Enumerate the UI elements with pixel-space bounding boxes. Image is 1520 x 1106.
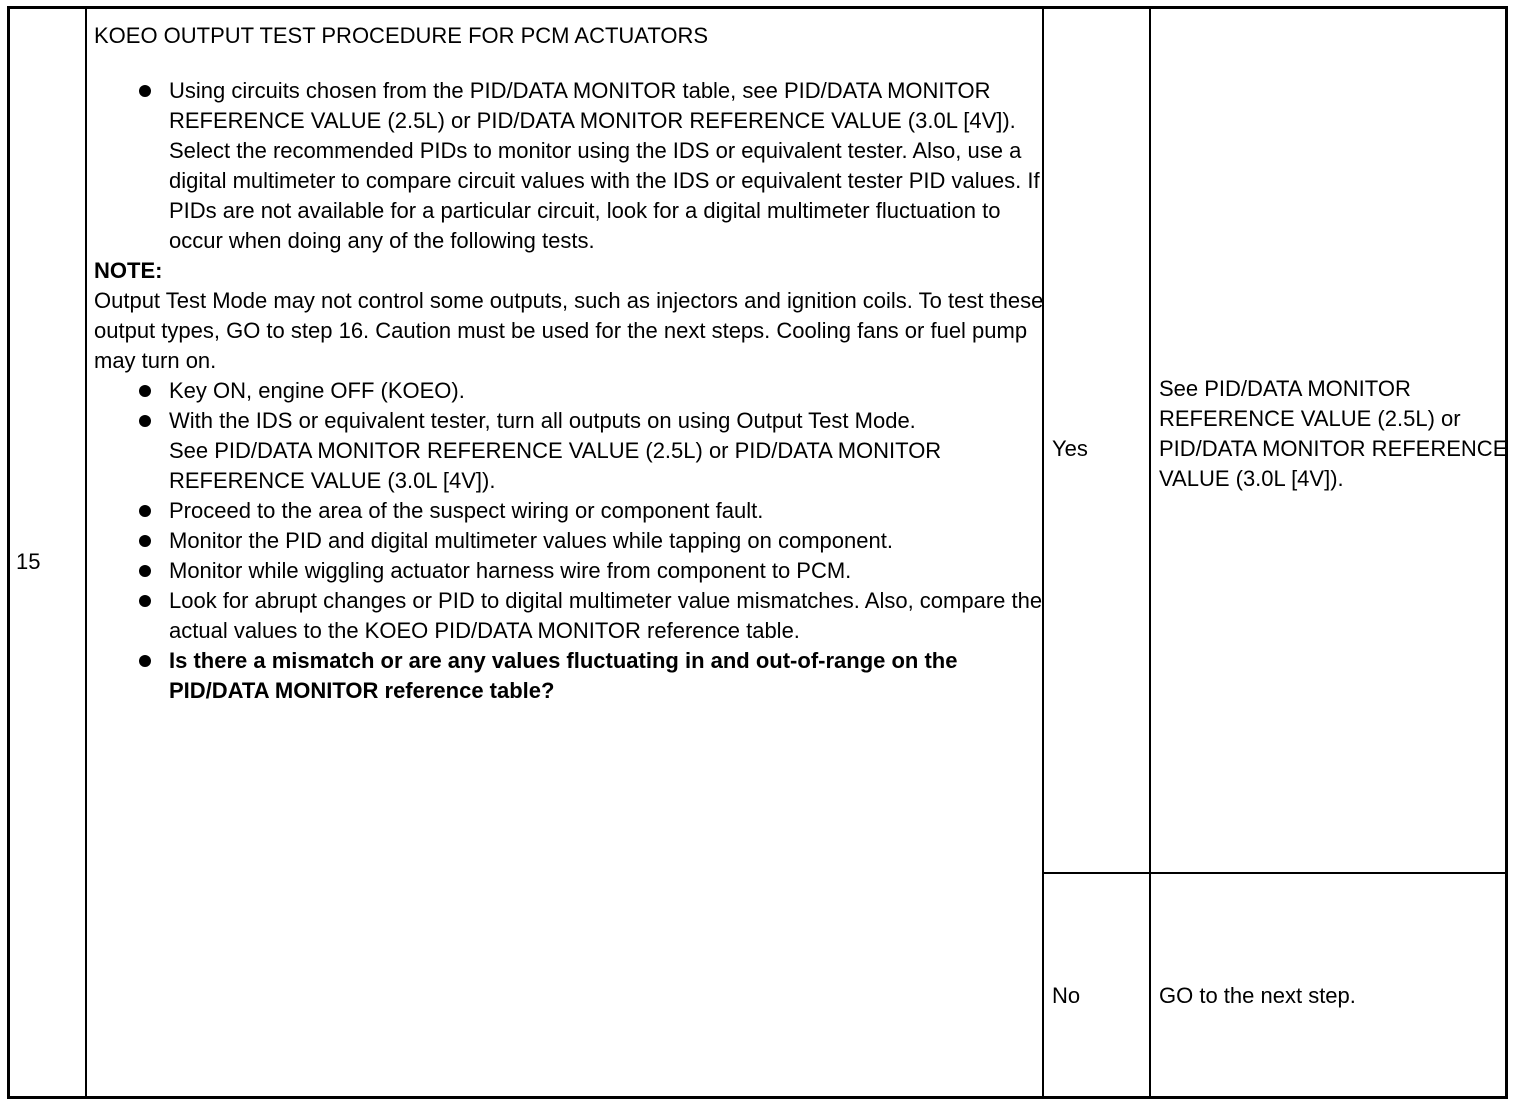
yes-action: See PID/DATA MONITOR REFERENCE VALUE (2.5L) or PID/DATA MONITOR REFERENCE VALUE (3.0L [4V]). [1159,376,1508,491]
yes-label: Yes [1052,436,1088,461]
list-item: Look for abrupt changes or PID to digital multimeter value mismatches. Also, compare the actual values to the KOEO PID/DATA MONITOR reference table. [94,586,1044,646]
list-item: With the IDS or equivalent tester, turn all outputs on using Output Test Mode. [94,406,1044,436]
step-number: 15 [16,549,41,574]
procedure-heading: KOEO OUTPUT TEST PROCEDURE FOR PCM ACTUATORS [94,23,709,48]
list-item: Key ON, engine OFF (KOEO). [94,376,1044,406]
list-item: Monitor the PID and digital multimeter values while tapping on component. [94,526,1044,556]
list-item: Proceed to the area of the suspect wiring or component fault. [94,496,1044,526]
list-item: Monitor while wiggling actuator harness wire from component to PCM. [94,556,1044,586]
list-item-detail: Select the recommended PIDs to monitor using the IDS or equivalent tester. Also, use a digital multimeter to compare circuit values with the IDS or equivalent tester PID values. If PIDs are not available for a particular circuit, look for a digital multimeter fluctuation to occur when doing any of the following tests. [169,138,1040,253]
note-label: NOTE: [94,258,163,283]
list-item-detail: See PID/DATA MONITOR REFERENCE VALUE (2.5L) or PID/DATA MONITOR REFERENCE VALUE (3.0L [4V]). [169,438,942,493]
procedure-table [7,6,1508,1099]
list-item: Using circuits chosen from the PID/DATA MONITOR table, see PID/DATA MONITOR REFERENCE VALUE (2.5L) or PID/DATA MONITOR REFERENCE VALUE (3.0L [4V]). [94,76,1044,136]
note-text: Output Test Mode may not control some outputs, such as injectors and ignition coils. To test these output types, GO to step 16. Caution must be used for the next steps. Cooling fans or fuel pump may turn on. [94,288,1044,373]
row-divider-yes-no [1042,872,1505,874]
question-item: Is there a mismatch or are any values fluctuating in and out-of-range on the PID/DATA MONITOR reference table? [94,646,1044,706]
column-divider-step [85,9,87,1096]
column-divider-result [1149,9,1151,1096]
no-action: GO to the next step. [1159,983,1356,1008]
no-label: No [1052,983,1081,1008]
procedure-cell [94,21,1044,706]
